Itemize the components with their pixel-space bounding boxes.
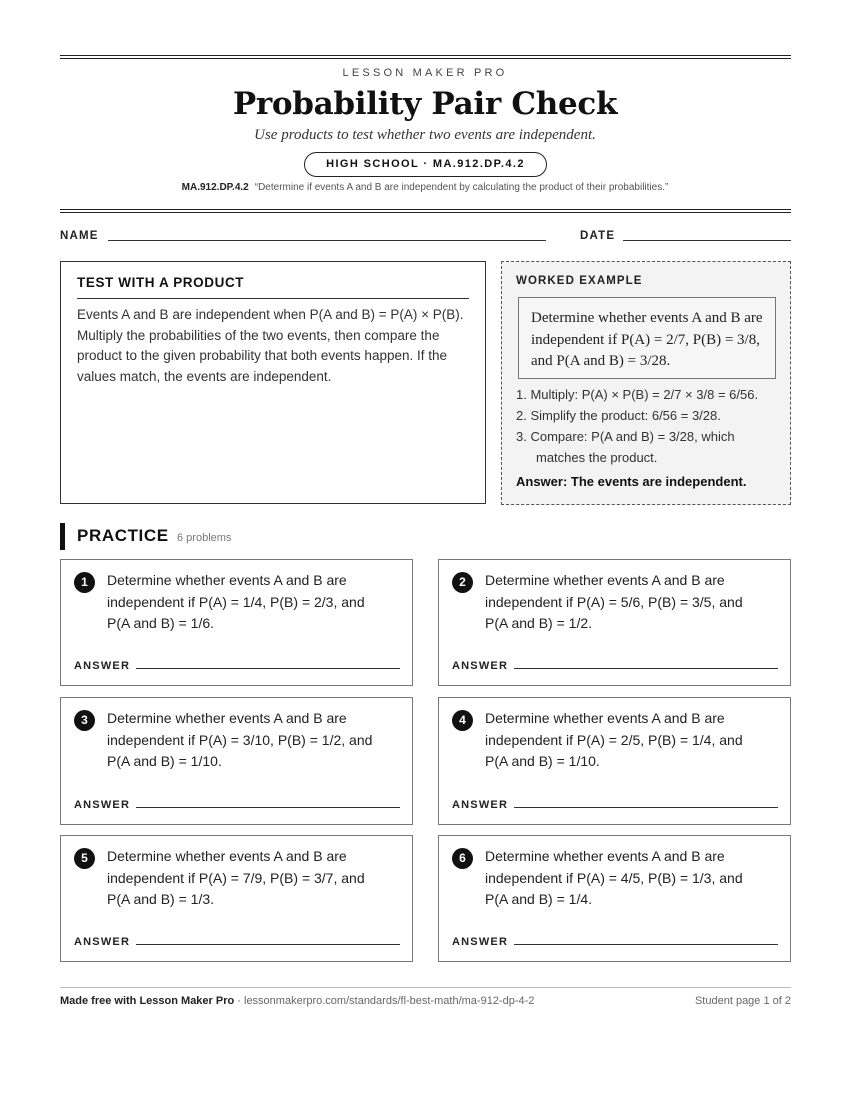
answer-field[interactable]: [136, 944, 400, 945]
answer-label: ANSWER: [74, 936, 131, 948]
footer-credit: [60, 995, 534, 1007]
answer-field[interactable]: [514, 668, 778, 669]
problem-text: Determine whether events A and B are independent if P(A) = 7/9, P(B) = 3/7, and P(A and B) = 1/3.: [107, 848, 365, 907]
answer-label: ANSWER: [74, 660, 131, 672]
problem-card-1: [60, 559, 413, 686]
practice-count: 6 problems: [177, 532, 232, 544]
brand-name: LESSON MAKER PRO: [342, 67, 508, 79]
grade-standard-badge: HIGH SCHOOL · MA.912.DP.4.2: [304, 152, 547, 177]
practice-heading: PRACTICE: [77, 526, 169, 545]
standard-description: [0, 182, 850, 193]
problem-number-badge: 1: [74, 572, 95, 593]
worked-example-question: Determine whether events A and B are independent if P(A) = 2/7, P(B) = 3/8, and P(A and B) = 3/28.: [518, 297, 776, 379]
answer-field[interactable]: [514, 807, 778, 808]
page-subtitle: Use products to test whether two events are independent.: [254, 127, 596, 143]
test-box-body: Events A and B are independent when P(A and B) = P(A) × P(B). Multiply the probabilities of the two events, then compare the product to the given probability that both events happen. If the values match, the events are independent.: [77, 307, 464, 384]
worked-step: 3. Compare: P(A and B) = 3/28, which matches the product.: [516, 429, 735, 465]
problem-card-2: [438, 559, 791, 686]
problem-card-3: [60, 697, 413, 825]
problem-number-badge: 5: [74, 848, 95, 869]
problem-number-badge: 2: [452, 572, 473, 593]
answer-label: ANSWER: [74, 799, 131, 811]
problem-number-badge: 3: [74, 710, 95, 731]
footer-url[interactable]: · lessonmakerpro.com/standards/fl-best-math/ma-912-dp-4-2: [234, 995, 535, 1007]
name-label: NAME: [60, 230, 99, 242]
answer-field[interactable]: [136, 807, 400, 808]
problem-number-badge: 6: [452, 848, 473, 869]
footer-made-with: Made free with Lesson Maker Pro: [60, 995, 235, 1007]
problem-text: Determine whether events A and B are independent if P(A) = 3/10, P(B) = 1/2, and P(A and B) = 1/10.: [107, 710, 373, 769]
problem-card-5: [60, 835, 413, 962]
problem-text: Determine whether events A and B are independent if P(A) = 5/6, P(B) = 3/5, and P(A and B) = 1/2.: [485, 572, 743, 631]
worked-step: 2. Simplify the product: 6/56 = 3/28.: [516, 408, 721, 423]
problem-card-6: [438, 835, 791, 962]
test-box-heading: TEST WITH A PRODUCT: [77, 275, 245, 290]
problem-number-badge: 4: [452, 710, 473, 731]
top-double-rule: [60, 55, 791, 56]
problem-text: Determine whether events A and B are independent if P(A) = 4/5, P(B) = 1/3, and P(A and B) = 1/4.: [485, 848, 743, 907]
problem-text: Determine whether events A and B are independent if P(A) = 1/4, P(B) = 2/3, and P(A and B) = 1/6.: [107, 572, 365, 631]
header-bottom-double-rule: [60, 209, 791, 210]
test-box-divider: [77, 298, 469, 299]
standard-quote: “Determine if events A and B are independent by calculating the product of their probabilities.”: [254, 182, 669, 193]
worked-example-box: [501, 261, 791, 505]
standard-code: MA.912.DP.4.2: [181, 182, 249, 193]
worked-step: 1. Multiply: P(A) × P(B) = 2/7 × 3/8 = 6/56.: [516, 387, 759, 402]
worked-example-answer: Answer: The events are independent.: [516, 474, 747, 489]
footer-page-number: Student page 1 of 2: [694, 995, 791, 1007]
problem-text: Determine whether events A and B are independent if P(A) = 2/5, P(B) = 1/4, and P(A and B) = 1/10.: [485, 710, 743, 769]
practice-accent-bar: [60, 523, 65, 550]
answer-label: ANSWER: [452, 799, 509, 811]
test-with-product-box: [60, 261, 486, 504]
worked-example-heading: WORKED EXAMPLE: [516, 275, 643, 287]
answer-label: ANSWER: [452, 936, 509, 948]
answer-field[interactable]: [136, 668, 400, 669]
problem-card-4: [438, 697, 791, 825]
page-title: Probability Pair Check: [232, 86, 618, 122]
date-field[interactable]: [623, 240, 791, 241]
answer-field[interactable]: [514, 944, 778, 945]
footer-divider: [60, 987, 791, 988]
worked-example-steps: [516, 384, 780, 468]
date-label: DATE: [580, 230, 616, 242]
answer-label: ANSWER: [452, 660, 509, 672]
name-field[interactable]: [108, 240, 546, 241]
